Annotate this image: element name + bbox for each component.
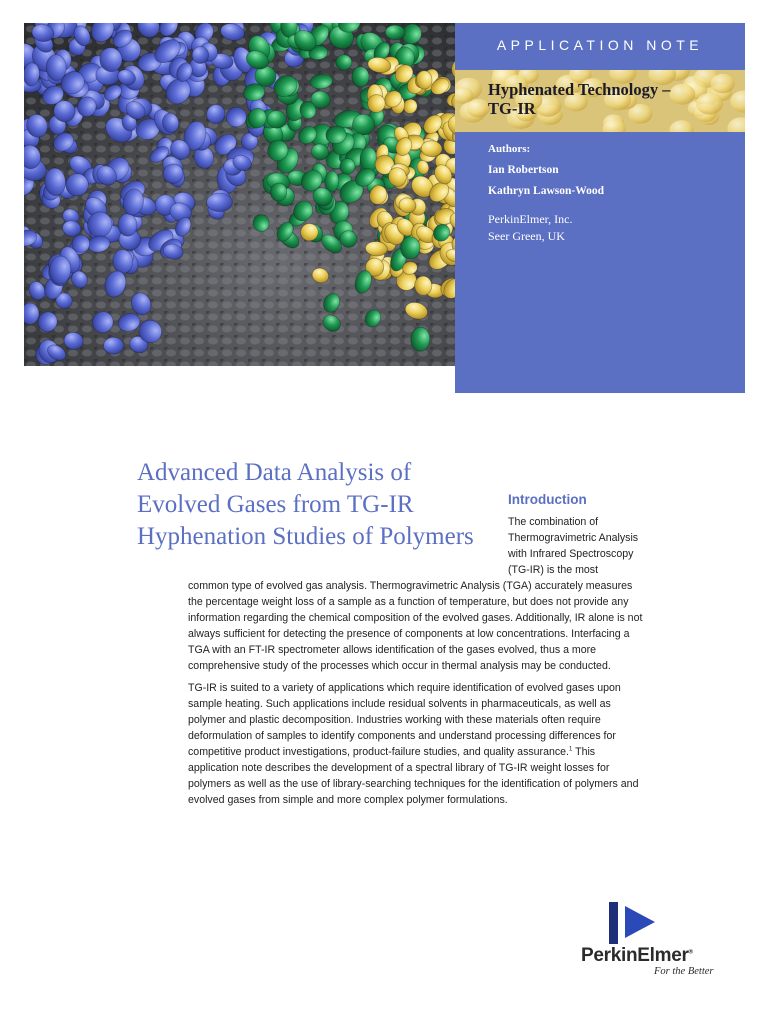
pellet [103,337,124,354]
location: Seer Green, UK [488,229,565,243]
logo-wordmark [581,945,693,967]
organization: PerkinElmer, Inc. [488,212,573,226]
paragraph [188,680,644,808]
pellet [385,25,405,40]
pellets-illustration [24,23,455,366]
paragraph-text: This application note describes the development of a spectral library of TG-IR weight losses for polymers as well as the use of library-searching techniques for the identification of polymers and evolved gases from simple and more complex polymer formulations. [188,746,639,806]
page-title [137,457,497,553]
pellet [467,99,490,117]
page-title-line1: Advanced Data Analysis of [137,459,412,486]
paragraph: common type of evolved gas analysis. Thermogravimetric Analysis (TGA) accurately measures the percentage weight loss of a sample as a function of temperature, but does not provide any information regarding the chemical composition of the evolved gases. Additionally, IR alone is not always sufficient for detecting the presence of components at low concentrations. Interfacing a TGA with an FT-IR spectrometer allows identification of the gases evolved, thus a more comprehensive study of the processes which occur in thermal analysis may be conducted. [188,580,643,672]
title-band [455,70,745,132]
author-affiliation [488,211,738,245]
pellet [118,213,138,236]
pellet [352,67,369,87]
pellet [414,276,432,296]
page-title-line3: Hyphenation Studies of Polymers [137,523,474,550]
reference-marker: 1 [569,746,573,753]
authors-block [488,143,738,245]
logo-wordmark-text: PerkinElmer [581,945,689,966]
author-name: Kathryn Lawson-Wood [488,185,604,197]
pellet [416,70,432,89]
introduction-column-text: The combination of Thermogravimetric Analysis with Infrared Spectroscopy (TG-IR) is the most [508,516,639,576]
introduction-heading: Introduction [508,492,587,507]
body-text [188,578,644,814]
logo-trademark: ® [688,949,693,956]
header-title-line2: TG-IR [488,99,536,118]
hero-image-plastic-pellets [24,23,455,366]
document-type-label: APPLICATION NOTE [496,37,704,53]
perkinelmer-logo-icon [607,902,659,944]
logo-tagline: For the Better [654,966,714,977]
author-name: Ian Robertson [488,164,559,176]
page-title-line2: Evolved Gases from TG-IR [137,491,414,518]
paragraph-text: TG-IR is suited to a variety of applications which require identification of evolved gases upon sample heating. Such applications include residual solvents in pharmaceuticals, as well as polymer and plastic decomposition. Industries working with these materials often require deformulation of samples to identify components and understand processing differences for competitive product investigations, product-failure studies, and quality assurance. [188,682,621,758]
header-title-line1: Hyphenated Technology – [488,80,671,99]
authors-label: Authors: [488,143,531,155]
header-sidebar [455,23,745,393]
pellet [207,193,233,212]
header-title [488,80,738,118]
